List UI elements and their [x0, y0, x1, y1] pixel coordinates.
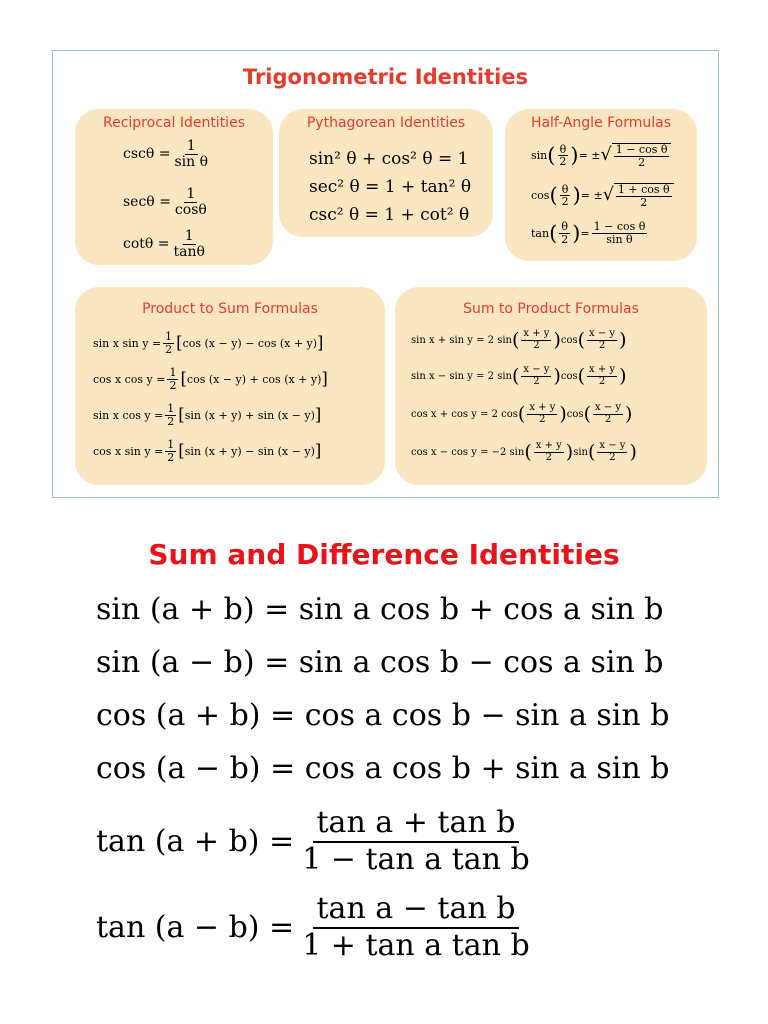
- sum-difference-line-2: sin (a − b) = sin a cos b − cos a sin b: [96, 645, 664, 680]
- half-angle-cos: cos ( $\frac{\theta}{2}$ ) = ± √ $\frac{\text{1 + cos θ}}{2}$: [531, 183, 674, 208]
- sum-to-product-box: [395, 287, 707, 485]
- sum-difference-line-4: cos (a − b) = cos a cos b + sin a sin b: [96, 751, 670, 786]
- sum-difference-tan-plus: tan (a + b) = $\frac{\text{tan a + tan b}}{\text{1 − tan a tan b}}$: [96, 805, 530, 877]
- sum-difference-title: Sum and Difference Identities: [148, 538, 620, 571]
- pythagorean-line-1: sin² θ + cos² θ = 1: [309, 149, 469, 169]
- product-to-sum-line-1: sin x sin y = $\frac{1}{2}$ [ cos (x − y) − cos (x + y) ]: [93, 330, 324, 356]
- pythagorean-title: Pythagorean Identities: [306, 115, 466, 131]
- sum-to-product-line-2: sin x − sin y = 2 sin ( $\frac{x - y}{2}$ ) cos ( $\frac{x + y}{2}$ ): [411, 364, 627, 387]
- product-to-sum-box: [75, 287, 385, 485]
- half-angle-sin: sin ( $\frac{\theta}{2}$ ) = ± √ $\frac{\text{1 − cos θ}}{2}$: [531, 143, 671, 168]
- half-angle-box: [505, 109, 697, 261]
- sum-difference-tan-minus: tan (a − b) = $\frac{\text{tan a − tan b}}{\text{1 + tan a tan b}}$: [96, 891, 530, 963]
- sum-to-product-line-4: cos x − cos y = −2 sin ( $\frac{x + y}{2}$ ) sin ( $\frac{x - y}{2}$ ): [411, 440, 637, 463]
- sum-to-product-line-1: sin x + sin y = 2 sin ( $\frac{x + y}{2}$ ) cos ( $\frac{x - y}{2}$ ): [411, 328, 627, 351]
- pythagorean-line-2: sec² θ = 1 + tan² θ: [309, 177, 472, 197]
- panel-title: Trigonometric Identities: [242, 65, 529, 89]
- reciprocal-title: Reciprocal Identities: [103, 115, 245, 131]
- pythagorean-line-3: csc² θ = 1 + cot² θ: [309, 205, 470, 225]
- product-to-sum-line-3: sin x cos y = $\frac{1}{2}$ [ sin (x + y) + sin (x − y) ]: [93, 402, 322, 428]
- half-angle-tan: tan ( $\frac{\theta}{2}$ ) = $\frac{\text{1 − cos θ}}{\text{sin θ}}$: [531, 220, 646, 246]
- product-to-sum-title: Product to Sum Formulas: [142, 301, 318, 317]
- product-to-sum-line-4: cos x sin y = $\frac{1}{2}$ [ sin (x + y) − sin (x − y) ]: [93, 438, 322, 464]
- reciprocal-cot: cotθ = $\frac{1}{\tan\theta}$: [123, 228, 205, 260]
- sum-difference-line-3: cos (a + b) = cos a cos b − sin a sin b: [96, 698, 670, 733]
- sum-to-product-line-3: cos x + cos y = 2 cos ( $\frac{x + y}{2}$ ) cos ( $\frac{x - y}{2}$ ): [411, 402, 633, 425]
- half-angle-title: Half-Angle Formulas: [530, 115, 672, 131]
- reciprocal-sec: secθ = $\frac{1}{\cos\theta}$: [123, 186, 207, 218]
- trig-identities-panel: [52, 50, 719, 498]
- reciprocal-csc: cscθ = $\frac{1}{\text{sin θ}}$: [123, 138, 209, 170]
- product-to-sum-line-2: cos x cos y = $\frac{1}{2}$ [ cos (x − y) + cos (x + y) ]: [93, 366, 328, 392]
- sum-to-product-title: Sum to Product Formulas: [463, 301, 639, 317]
- pythagorean-box: [279, 109, 493, 237]
- sum-difference-line-1: sin (a + b) = sin a cos b + cos a sin b: [96, 592, 664, 627]
- reciprocal-box: [75, 109, 273, 265]
